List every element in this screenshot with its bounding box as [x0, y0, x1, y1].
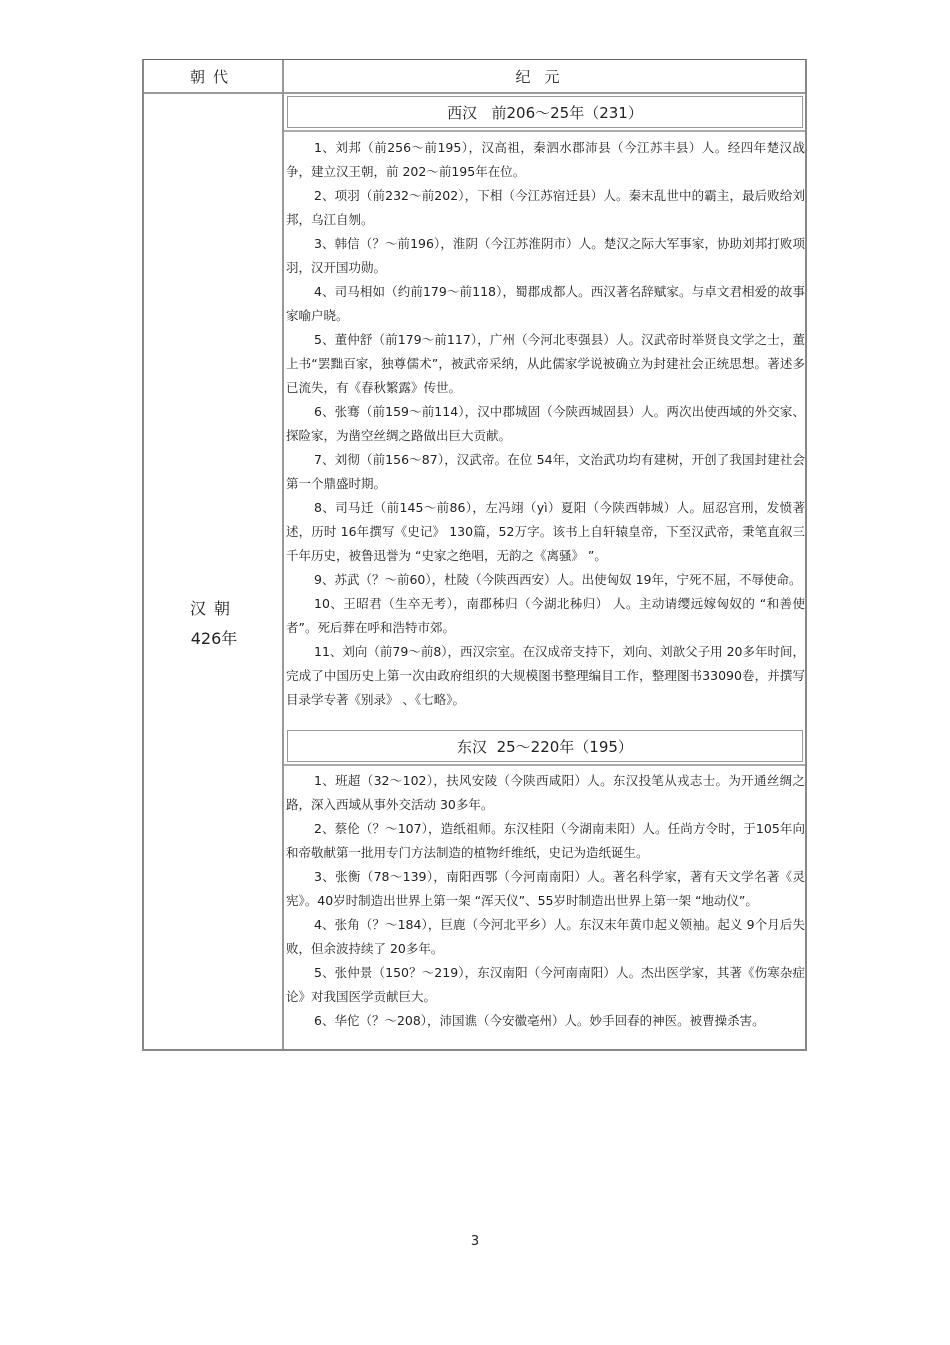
eastern-han-entries	[284, 764, 805, 1049]
eastern-han-heading: 东汉 25～220年（195）	[287, 730, 803, 762]
list-item: 3、韩信（？～前196），淮阴（今江苏淮阴市）人。楚汉之际大军事家，协助刘邦打败项羽，汉开国功勋。	[286, 236, 805, 275]
list-item: 5、张仲景（150？～219），东汉南阳（今河南南阳）人。杰出医学家，其著《伤寒杂症论》对我国医学贡献巨大。	[286, 965, 805, 1004]
list-item: 10、王昭君（生卒无考），南郡秭归（今湖北秭归） 人。主动请缨远嫁匈奴的 “和善使者”。死后葬在呼和浩特市郊。	[286, 596, 805, 635]
table-header-row	[144, 60, 805, 94]
list-item: 6、华佗（？～208），沛国谯（今安徽亳州）人。妙手回春的神医。被曹操杀害。	[314, 1013, 765, 1028]
list-item: 11、刘向（前79～前8），西汉宗室。在汉成帝支持下，刘向、刘歆父子用 20多年时间，完成了中国历史上第一次由政府组织的大规模图书整理编目工作，整理图书33090卷，并撰写目录学专著《别录》 、《七略》。	[286, 644, 805, 707]
dynasty-name: 汉朝	[189, 599, 238, 618]
history-table	[142, 59, 807, 1051]
dynasty-cell	[144, 94, 284, 1049]
western-han-heading: 西汉 前206～25年（231）	[287, 96, 803, 128]
western-han-entries	[284, 130, 805, 728]
list-item: 8、司马迁（前145～前86），左冯翊（yì）夏阳（今陕西韩城）人。屈忍宫刑，发愤著述，历时 16年撰写《史记》 130篇，52万字。该书上自轩辕皇帝，下至汉武帝，秉笔直叙三千年历史，被鲁迅誉为 “史家之绝唱，无韵之《离骚》 ”。	[286, 500, 805, 563]
era-column-header: 纪元	[515, 67, 574, 86]
list-item: 2、蔡伦（？～107），造纸祖师。东汉桂阳（今湖南耒阳）人。任尚方令时，于105年向和帝敬献第一批用专门方法制造的植物纤维纸，史记为造纸诞生。	[286, 821, 805, 860]
list-item: 1、刘邦（前256～前195），汉高祖，秦泗水郡沛县（今江苏丰县）人。经四年楚汉战争，建立汉王朝，前 202～前195年在位。	[286, 140, 805, 179]
list-item: 2、项羽（前232～前202），下相（今江苏宿迁县）人。秦末乱世中的霸主，最后败给刘邦，乌江自刎。	[286, 188, 805, 227]
list-item: 1、班超（32～102），扶风安陵（今陕西咸阳）人。东汉投笔从戎志士。为开通丝绸之路，深入西域从事外交活动 30多年。	[286, 773, 805, 812]
list-item: 5、董仲舒（前179～前117），广州（今河北枣强县）人。汉武帝时举贤良文学之士，董上书“罢黜百家，独尊儒术”，被武帝采纳，从此儒家学说被确立为封建社会正统思想。著述多已流失，有《春秋繁露》传世。	[286, 332, 805, 395]
page-number: 3	[470, 1234, 480, 1249]
dynasty-duration: 426年	[190, 629, 238, 648]
list-item: 4、张角（？～184），巨鹿（今河北平乡）人。东汉末年黄巾起义领袖。起义 9个月后失败，但余波持续了 20多年。	[286, 917, 805, 956]
list-item: 9、苏武（？～前60），杜陵（今陕西西安）人。出使匈奴 19年，宁死不屈，不辱使命。	[314, 572, 802, 587]
list-item: 6、张骞（前159～前114），汉中郡城固（今陕西城固县）人。两次出使西域的外交家、探险家，为凿空丝绸之路做出巨大贡献。	[286, 404, 805, 443]
list-item: 3、张衡（78～139），南阳西鄂（今河南南阳）人。著名科学家，著有天文学名著《灵宪》。40岁时制造出世界上第一架 “浑天仪”、55岁时制造出世界上第一架 “地动仪”。	[286, 869, 805, 908]
dynasty-column-header: 朝代	[144, 60, 284, 92]
list-item: 4、司马相如（约前179～前118），蜀郡成都人。西汉著名辞赋家。与卓文君相爱的故事家喻户晓。	[286, 284, 805, 323]
list-item: 7、刘彻（前156～87），汉武帝。在位 54年，文治武功均有建树，开创了我国封建社会第一个鼎盛时期。	[286, 452, 805, 491]
